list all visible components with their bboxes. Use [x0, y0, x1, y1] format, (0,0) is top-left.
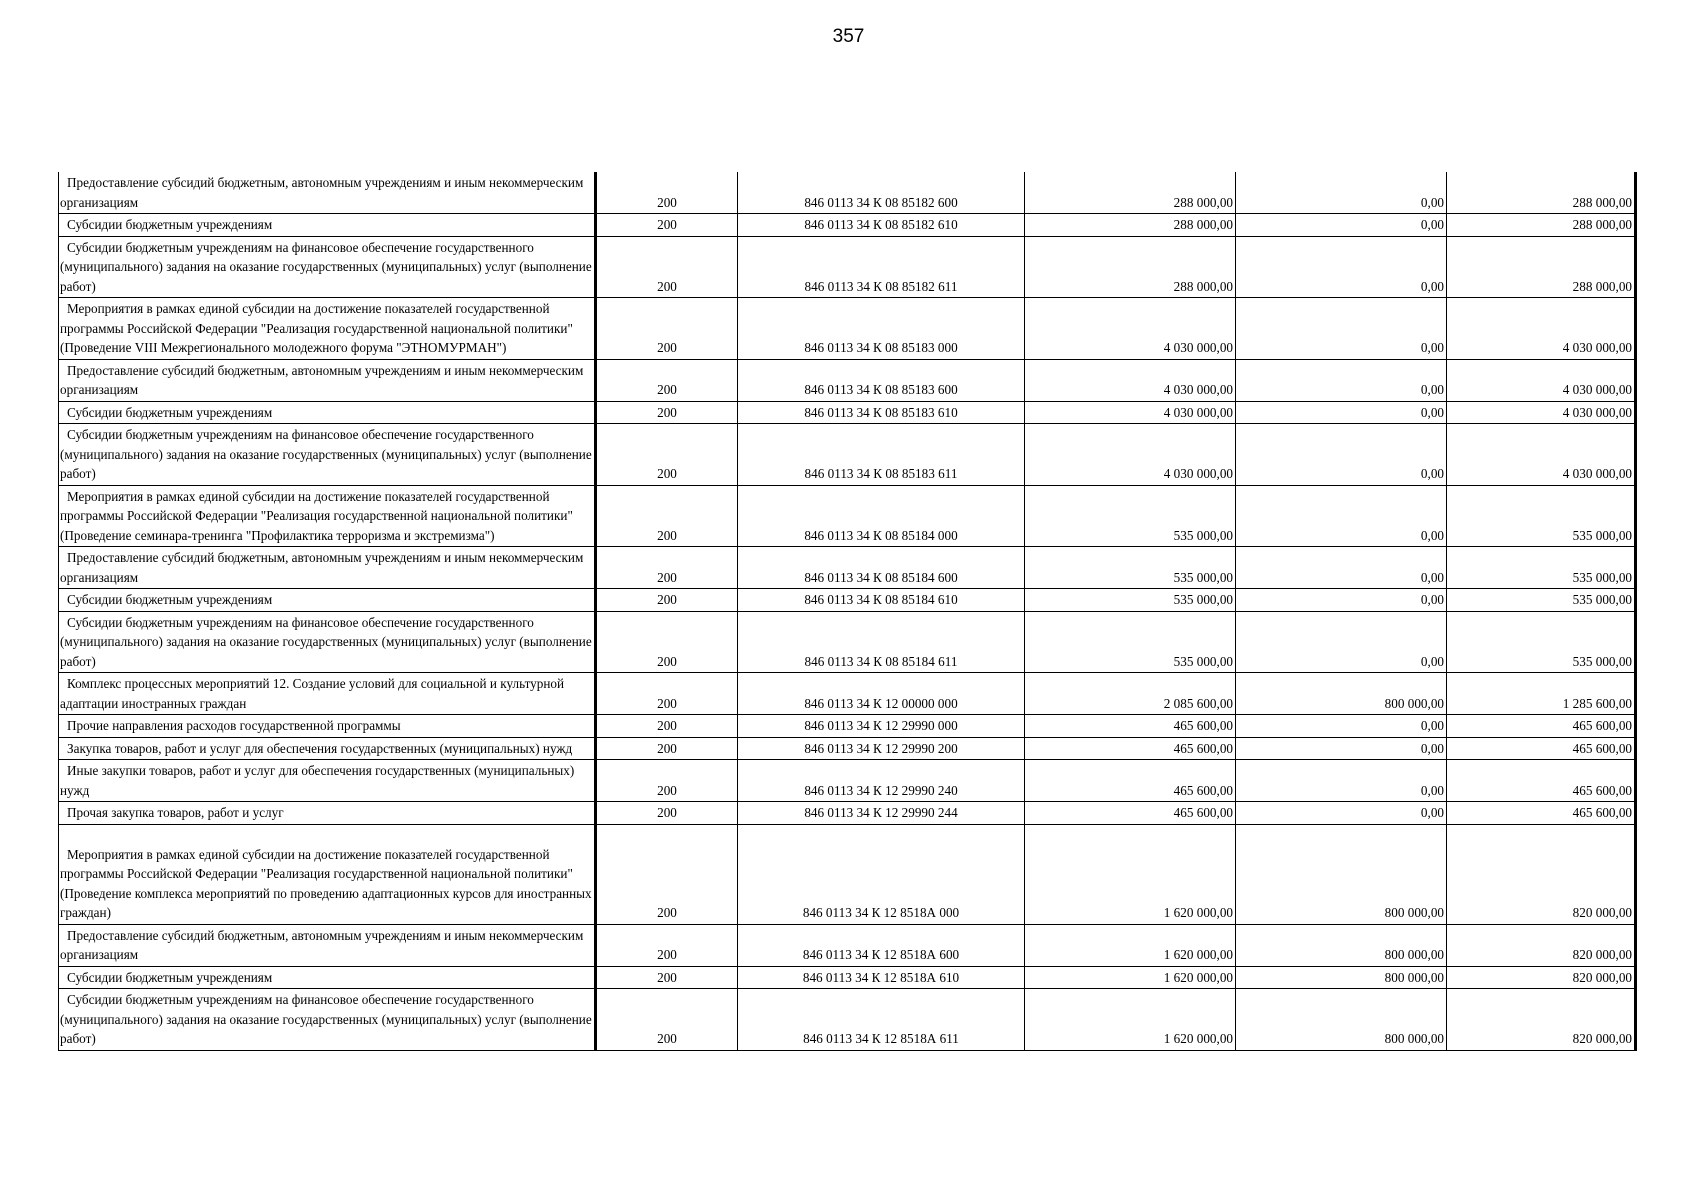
total-amount-cell: 4 030 000,00 [1025, 298, 1236, 360]
expense-name-text: Субсидии бюджетным учреждениям [67, 592, 273, 607]
total-amount-cell: 288 000,00 [1025, 214, 1236, 237]
expense-name-cell [59, 298, 596, 360]
table-row [59, 824, 1636, 924]
federal-amount-cell: 0,00 [1236, 611, 1447, 673]
admin-code-cell: 200 [596, 673, 738, 715]
table-row [59, 172, 1636, 214]
expense-name-cell [59, 424, 596, 486]
expense-name-cell [59, 547, 596, 589]
table-row [59, 359, 1636, 401]
total-amount-cell: 1 620 000,00 [1025, 989, 1236, 1051]
table-row [59, 424, 1636, 486]
admin-code-cell: 200 [596, 359, 738, 401]
total-amount-cell: 535 000,00 [1025, 547, 1236, 589]
table-row [59, 547, 1636, 589]
regional-amount-cell: 4 030 000,00 [1447, 359, 1636, 401]
expense-name-cell [59, 214, 596, 237]
regional-amount-cell: 1 285 600,00 [1447, 673, 1636, 715]
total-amount-cell: 288 000,00 [1025, 236, 1236, 298]
table-row [59, 611, 1636, 673]
federal-amount-cell: 0,00 [1236, 359, 1447, 401]
table-row [59, 760, 1636, 802]
budget-classification-code-cell: 846 0113 34 К 12 00000 000 [738, 673, 1025, 715]
total-amount-cell: 1 620 000,00 [1025, 824, 1236, 924]
regional-amount-cell: 4 030 000,00 [1447, 424, 1636, 486]
total-amount-cell: 535 000,00 [1025, 611, 1236, 673]
expense-name-cell [59, 802, 596, 825]
federal-amount-cell: 800 000,00 [1236, 989, 1447, 1051]
expense-name-text: Субсидии бюджетным учреждениям [67, 969, 273, 985]
expense-name-cell [59, 401, 596, 424]
budget-classification-code-cell: 846 0113 34 К 08 85182 610 [738, 214, 1025, 237]
regional-amount-cell: 465 600,00 [1447, 715, 1636, 738]
admin-code-cell: 200 [596, 715, 738, 738]
total-amount-cell: 2 085 600,00 [1025, 673, 1236, 715]
federal-amount-cell: 0,00 [1236, 424, 1447, 486]
total-amount-cell: 465 600,00 [1025, 715, 1236, 738]
expense-name-text: Иные закупки товаров, работ и услуг для обеспечения государственных (муниципальных) нужд [60, 763, 575, 798]
total-amount-cell: 288 000,00 [1025, 172, 1236, 214]
expense-name-text: Предоставление субсидий бюджетным, автономным учреждениям и иным некоммерческим организациям [60, 362, 584, 397]
total-amount-cell: 4 030 000,00 [1025, 401, 1236, 424]
federal-amount-cell: 800 000,00 [1236, 924, 1447, 966]
budget-classification-code-cell: 846 0113 34 К 12 29990 240 [738, 760, 1025, 802]
regional-amount-cell: 535 000,00 [1447, 611, 1636, 673]
budget-classification-code-cell: 846 0113 34 К 12 29990 200 [738, 737, 1025, 760]
budget-classification-code-cell: 846 0113 34 К 08 85182 611 [738, 236, 1025, 298]
total-amount-cell: 535 000,00 [1025, 485, 1236, 547]
regional-amount-cell: 820 000,00 [1447, 824, 1636, 924]
regional-amount-cell: 465 600,00 [1447, 737, 1636, 760]
total-amount-cell: 4 030 000,00 [1025, 424, 1236, 486]
expense-name-text: Субсидии бюджетным учреждениям на финансовое обеспечение государственного (муниципального) задания на оказание государственных (муниципальных) услуг (выполнение работ) [60, 992, 592, 1046]
expense-name-text: Субсидии бюджетным учреждениям на финансовое обеспечение государственного (муниципального) задания на оказание государственных (муниципальных) услуг (выполнение работ) [60, 614, 592, 669]
regional-amount-cell: 288 000,00 [1447, 236, 1636, 298]
federal-amount-cell: 800 000,00 [1236, 824, 1447, 924]
expense-name-cell [59, 760, 596, 802]
federal-amount-cell: 0,00 [1236, 214, 1447, 237]
admin-code-cell: 200 [596, 611, 738, 673]
regional-amount-cell: 535 000,00 [1447, 589, 1636, 612]
budget-classification-code-cell: 846 0113 34 К 12 8518А 610 [738, 966, 1025, 989]
admin-code-cell: 200 [596, 424, 738, 486]
expense-name-text: Прочие направления расходов государственной программы [67, 718, 401, 733]
regional-amount-cell: 465 600,00 [1447, 802, 1636, 825]
budget-classification-code-cell: 846 0113 34 К 08 85184 611 [738, 611, 1025, 673]
admin-code-cell: 200 [596, 966, 738, 989]
expense-name-cell [59, 673, 596, 715]
regional-amount-cell: 288 000,00 [1447, 214, 1636, 237]
expense-name-text: Мероприятия в рамках единой субсидии на достижение показателей государственной программы Российской Федерации "Реализация государственной национальной политики" (Проведение семинара-тренинга "Профилактика терроризма и экстремизма") [60, 488, 573, 543]
expense-name-text: Мероприятия в рамках единой субсидии на достижение показателей государственной программы Российской Федерации "Реализация государственной национальной политики" (Проведение комплекса мероприятий по проведению адаптационных курсов для иностранных граждан) [60, 846, 592, 920]
expense-name-text: Предоставление субсидий бюджетным, автономным учреждениям и иным некоммерческим организациям [60, 550, 584, 585]
table-row [59, 737, 1636, 760]
total-amount-cell: 465 600,00 [1025, 760, 1236, 802]
expense-name-cell [59, 824, 596, 924]
table-row [59, 214, 1636, 237]
admin-code-cell: 200 [596, 760, 738, 802]
budget-table [58, 172, 1637, 1051]
budget-classification-code-cell: 846 0113 34 К 08 85182 600 [738, 172, 1025, 214]
table-row [59, 802, 1636, 825]
table-row [59, 589, 1636, 612]
admin-code-cell: 200 [596, 401, 738, 424]
budget-classification-code-cell: 846 0113 34 К 12 8518А 600 [738, 924, 1025, 966]
federal-amount-cell: 0,00 [1236, 298, 1447, 360]
federal-amount-cell: 0,00 [1236, 236, 1447, 298]
federal-amount-cell: 0,00 [1236, 485, 1447, 547]
expense-name-cell [59, 966, 596, 989]
regional-amount-cell: 820 000,00 [1447, 989, 1636, 1051]
expense-name-cell [59, 485, 596, 547]
admin-code-cell: 200 [596, 172, 738, 214]
federal-amount-cell: 0,00 [1236, 172, 1447, 214]
expense-name-text: Прочая закупка товаров, работ и услуг [67, 805, 284, 820]
admin-code-cell: 200 [596, 485, 738, 547]
budget-classification-code-cell: 846 0113 34 К 08 85183 000 [738, 298, 1025, 360]
federal-amount-cell: 0,00 [1236, 547, 1447, 589]
expense-name-text: Мероприятия в рамках единой субсидии на достижение показателей государственной программы Российской Федерации "Реализация государственной национальной политики" (Проведение VIII Межрегионального молодежного форума "ЭТНОМУРМАН") [60, 301, 573, 355]
budget-classification-code-cell: 846 0113 34 К 12 8518А 000 [738, 824, 1025, 924]
expense-name-text: Предоставление субсидий бюджетным, автономным учреждениям и иным некоммерческим организациям [60, 175, 584, 210]
admin-code-cell: 200 [596, 737, 738, 760]
expense-name-text: Комплекс процессных мероприятий 12. Создание условий для социальной и культурной адаптации иностранных граждан [60, 676, 565, 711]
total-amount-cell: 535 000,00 [1025, 589, 1236, 612]
table-row [59, 673, 1636, 715]
expense-name-cell [59, 236, 596, 298]
admin-code-cell: 200 [596, 589, 738, 612]
table-row [59, 715, 1636, 738]
expense-name-cell [59, 589, 596, 612]
admin-code-cell: 200 [596, 989, 738, 1051]
federal-amount-cell: 0,00 [1236, 589, 1447, 612]
federal-amount-cell: 0,00 [1236, 401, 1447, 424]
table-row [59, 298, 1636, 360]
admin-code-cell: 200 [596, 298, 738, 360]
federal-amount-cell: 800 000,00 [1236, 966, 1447, 989]
expense-name-text: Субсидии бюджетным учреждениям на финансовое обеспечение государственного (муниципального) задания на оказание государственных (муниципальных) услуг (выполнение работ) [60, 239, 592, 294]
table-row [59, 236, 1636, 298]
expense-name-cell [59, 172, 596, 214]
table-row [59, 924, 1636, 966]
budget-classification-code-cell: 846 0113 34 К 08 85183 610 [738, 401, 1025, 424]
page-number: 357 [832, 26, 865, 47]
expense-name-cell [59, 924, 596, 966]
budget-classification-code-cell: 846 0113 34 К 08 85184 000 [738, 485, 1025, 547]
regional-amount-cell: 535 000,00 [1447, 547, 1636, 589]
federal-amount-cell: 0,00 [1236, 715, 1447, 738]
expense-name-text: Закупка товаров, работ и услуг для обеспечения государственных (муниципальных) нужд [67, 740, 573, 756]
expense-name-text: Субсидии бюджетным учреждениям на финансовое обеспечение государственного (муниципального) задания на оказание государственных (муниципальных) услуг (выполнение работ) [60, 427, 592, 481]
admin-code-cell: 200 [596, 236, 738, 298]
admin-code-cell: 200 [596, 924, 738, 966]
regional-amount-cell: 4 030 000,00 [1447, 298, 1636, 360]
expense-name-cell [59, 611, 596, 673]
admin-code-cell: 200 [596, 547, 738, 589]
expense-name-text: Предоставление субсидий бюджетным, автономным учреждениям и иным некоммерческим организациям [60, 927, 584, 962]
expense-name-cell [59, 737, 596, 760]
budget-classification-code-cell: 846 0113 34 К 12 8518А 611 [738, 989, 1025, 1051]
total-amount-cell: 465 600,00 [1025, 802, 1236, 825]
admin-code-cell: 200 [596, 214, 738, 237]
expense-name-cell [59, 359, 596, 401]
budget-classification-code-cell: 846 0113 34 К 12 29990 244 [738, 802, 1025, 825]
budget-table-body [59, 172, 1636, 1050]
regional-amount-cell: 465 600,00 [1447, 760, 1636, 802]
expense-name-cell [59, 715, 596, 738]
table-row [59, 401, 1636, 424]
budget-classification-code-cell: 846 0113 34 К 08 85183 600 [738, 359, 1025, 401]
budget-classification-code-cell: 846 0113 34 К 08 85184 610 [738, 589, 1025, 612]
regional-amount-cell: 535 000,00 [1447, 485, 1636, 547]
regional-amount-cell: 820 000,00 [1447, 966, 1636, 989]
federal-amount-cell: 0,00 [1236, 737, 1447, 760]
federal-amount-cell: 0,00 [1236, 760, 1447, 802]
expense-name-text: Субсидии бюджетным учреждениям [67, 404, 273, 420]
admin-code-cell: 200 [596, 802, 738, 825]
expense-name-text: Субсидии бюджетным учреждениям [67, 217, 273, 232]
total-amount-cell: 1 620 000,00 [1025, 966, 1236, 989]
table-row [59, 989, 1636, 1051]
regional-amount-cell: 820 000,00 [1447, 924, 1636, 966]
admin-code-cell: 200 [596, 824, 738, 924]
budget-classification-code-cell: 846 0113 34 К 08 85184 600 [738, 547, 1025, 589]
total-amount-cell: 1 620 000,00 [1025, 924, 1236, 966]
expense-name-cell [59, 989, 596, 1051]
regional-amount-cell: 4 030 000,00 [1447, 401, 1636, 424]
federal-amount-cell: 0,00 [1236, 802, 1447, 825]
total-amount-cell: 465 600,00 [1025, 737, 1236, 760]
regional-amount-cell: 288 000,00 [1447, 172, 1636, 214]
federal-amount-cell: 800 000,00 [1236, 673, 1447, 715]
table-row [59, 966, 1636, 989]
table-row [59, 485, 1636, 547]
budget-classification-code-cell: 846 0113 34 К 12 29990 000 [738, 715, 1025, 738]
total-amount-cell: 4 030 000,00 [1025, 359, 1236, 401]
budget-classification-code-cell: 846 0113 34 К 08 85183 611 [738, 424, 1025, 486]
